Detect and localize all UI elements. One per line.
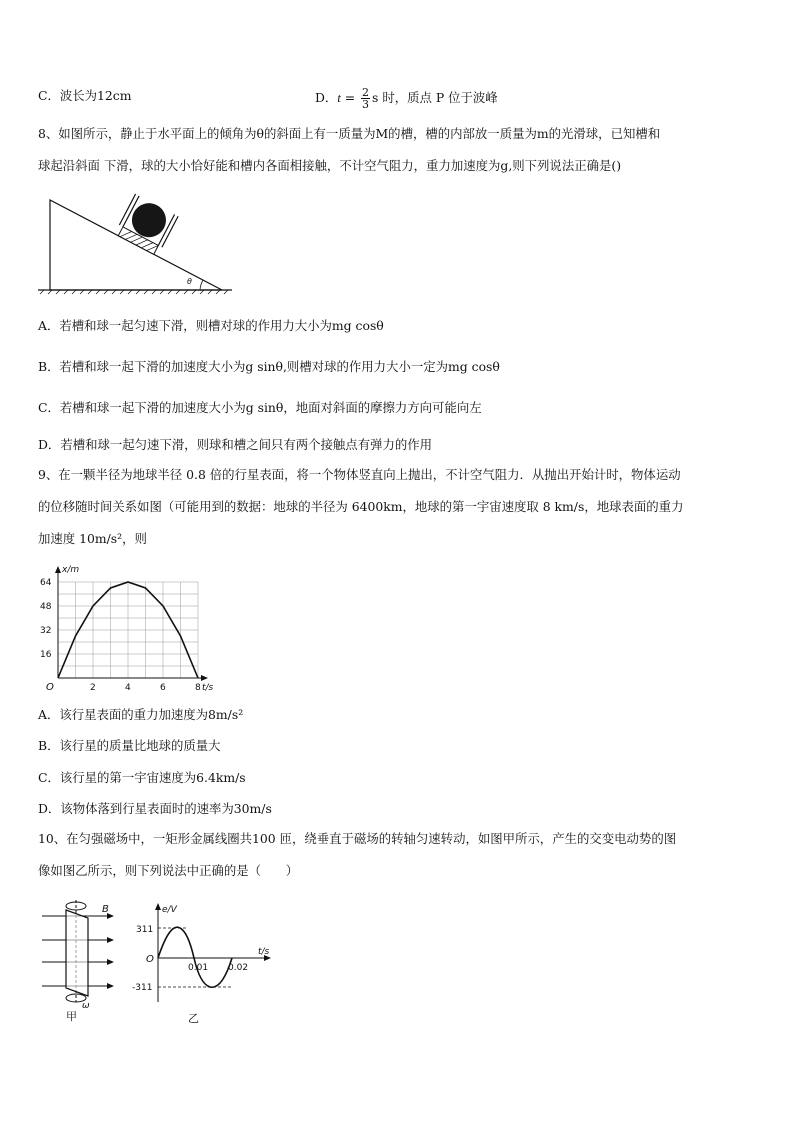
x-tick-label: 4 (125, 683, 131, 693)
q9-option-a: A．该行星表面的重力加速度为8m/s² (38, 707, 244, 722)
angle-theta-label: θ (187, 277, 192, 286)
q9-stem-line2: 的位移随时间关系如图（可能用到的数据：地球的半径为 6400km，地球的第一宇宙速度取 8 km/s，地球表面的重力 (38, 499, 684, 514)
field-b-label: B (102, 904, 109, 915)
coil-rectangle (66, 910, 88, 996)
trough-and-ball (115, 194, 178, 256)
emf-x-label: t/s (258, 947, 270, 957)
q7-option-d-t: t (337, 91, 341, 105)
y-tick-label: 32 (40, 626, 52, 636)
x-axis-arrow (201, 675, 208, 681)
q7-option-c: C．波长为12cm (38, 88, 132, 103)
y-tick-label: 48 (40, 602, 52, 612)
q7-option-d-suffix: s 时，质点 P 位于波峰 (372, 90, 498, 105)
q10-stem-line2: 像如图乙所示，则下列说法中正确的是（ ） (38, 863, 299, 878)
q8-incline-figure (36, 186, 236, 296)
y-axis-label: x/m (62, 565, 80, 575)
q8-option-d: D．若槽和球一起匀速下滑，则球和槽之间只有两个接触点有弹力的作用 (38, 437, 433, 452)
q9-option-b: B．该行星的质量比地球的质量大 (38, 738, 221, 753)
q10-emf-figure (128, 898, 278, 1028)
q7-option-d-eq: = (340, 90, 360, 105)
angle-arc (200, 280, 203, 290)
x-axis-label: t/s (202, 683, 214, 693)
q9-stem-line3: 加速度 10m/s²，则 (38, 531, 147, 546)
q9-stem-line1: 9、在一颗半径为地球半径 0.8 倍的行星表面，将一个物体竖直向上抛出，不计空气阻力．从抛出开始计时，物体运动 (38, 467, 681, 482)
emf-origin-label: O (146, 954, 154, 965)
q8-stem-line1: 8、如图所示，静止于水平面上的倾角为θ的斜面上有一质量为M的槽，槽的内部放一质量为m的光滑球，已知槽和 (38, 126, 661, 141)
q9-displacement-time-chart (36, 562, 236, 698)
emf-peak-positive: 311 (136, 925, 154, 935)
q7-option-d (315, 87, 498, 110)
emf-y-arrow (155, 903, 161, 910)
q8-option-b: B．若槽和球一起下滑的加速度大小为g sinθ,则槽对球的作用力大小一定为mg cosθ (38, 359, 500, 374)
q8-stem-line2: 球起沿斜面 下滑，球的大小恰好能和槽内各面相接触，不计空气阻力，重力加速度为g,则下列说法正确是() (38, 158, 622, 173)
emf-peak-negative: -311 (132, 983, 153, 993)
origin-label: O (46, 682, 54, 693)
q9-option-c: C．该行星的第一宇宙速度为6.4km/s (38, 770, 246, 785)
emf-tick-t2: 0.02 (228, 963, 249, 973)
emf-tick-t1: 0.01 (188, 963, 209, 973)
q7-option-d-fraction (361, 87, 370, 110)
q7-fraction-numerator: 2 (362, 86, 370, 99)
x-tick-label: 8 (195, 683, 201, 693)
q7-fraction-denominator: 3 (362, 98, 370, 111)
y-axis-arrow (55, 566, 61, 573)
q8-option-c: C．若槽和球一起下滑的加速度大小为g sinθ，地面对斜面的摩擦力方向可能向左 (38, 400, 482, 415)
y-tick-label: 16 (40, 650, 52, 660)
x-tick-label: 2 (90, 683, 96, 693)
q7-option-d-prefix: D． (315, 90, 338, 105)
figure-yi-label: 乙 (188, 1012, 199, 1025)
emf-y-label: e/V (162, 905, 177, 915)
tick-labels (40, 578, 201, 693)
y-tick-label: 64 (40, 578, 52, 588)
q10-coil-figure (38, 898, 128, 1024)
q9-option-d: D．该物体落到行星表面时的速率为30m/s (38, 801, 272, 816)
q8-option-a: A．若槽和球一起匀速下滑，则槽对球的作用力大小为mg cosθ (38, 318, 384, 333)
emf-sine-curve (158, 927, 232, 987)
field-arrowheads (107, 913, 114, 989)
ground-hatching (40, 290, 228, 294)
figure-jia-label: 甲 (66, 1010, 77, 1023)
x-tick-label: 6 (160, 683, 166, 693)
omega-label: ω (82, 1001, 90, 1011)
q10-stem-line1: 10、在匀强磁场中，一矩形金属线圈共100 匝，绕垂直于磁场的转轴匀速转动，如图甲所示，产生的交变电动势的图 (38, 831, 677, 846)
